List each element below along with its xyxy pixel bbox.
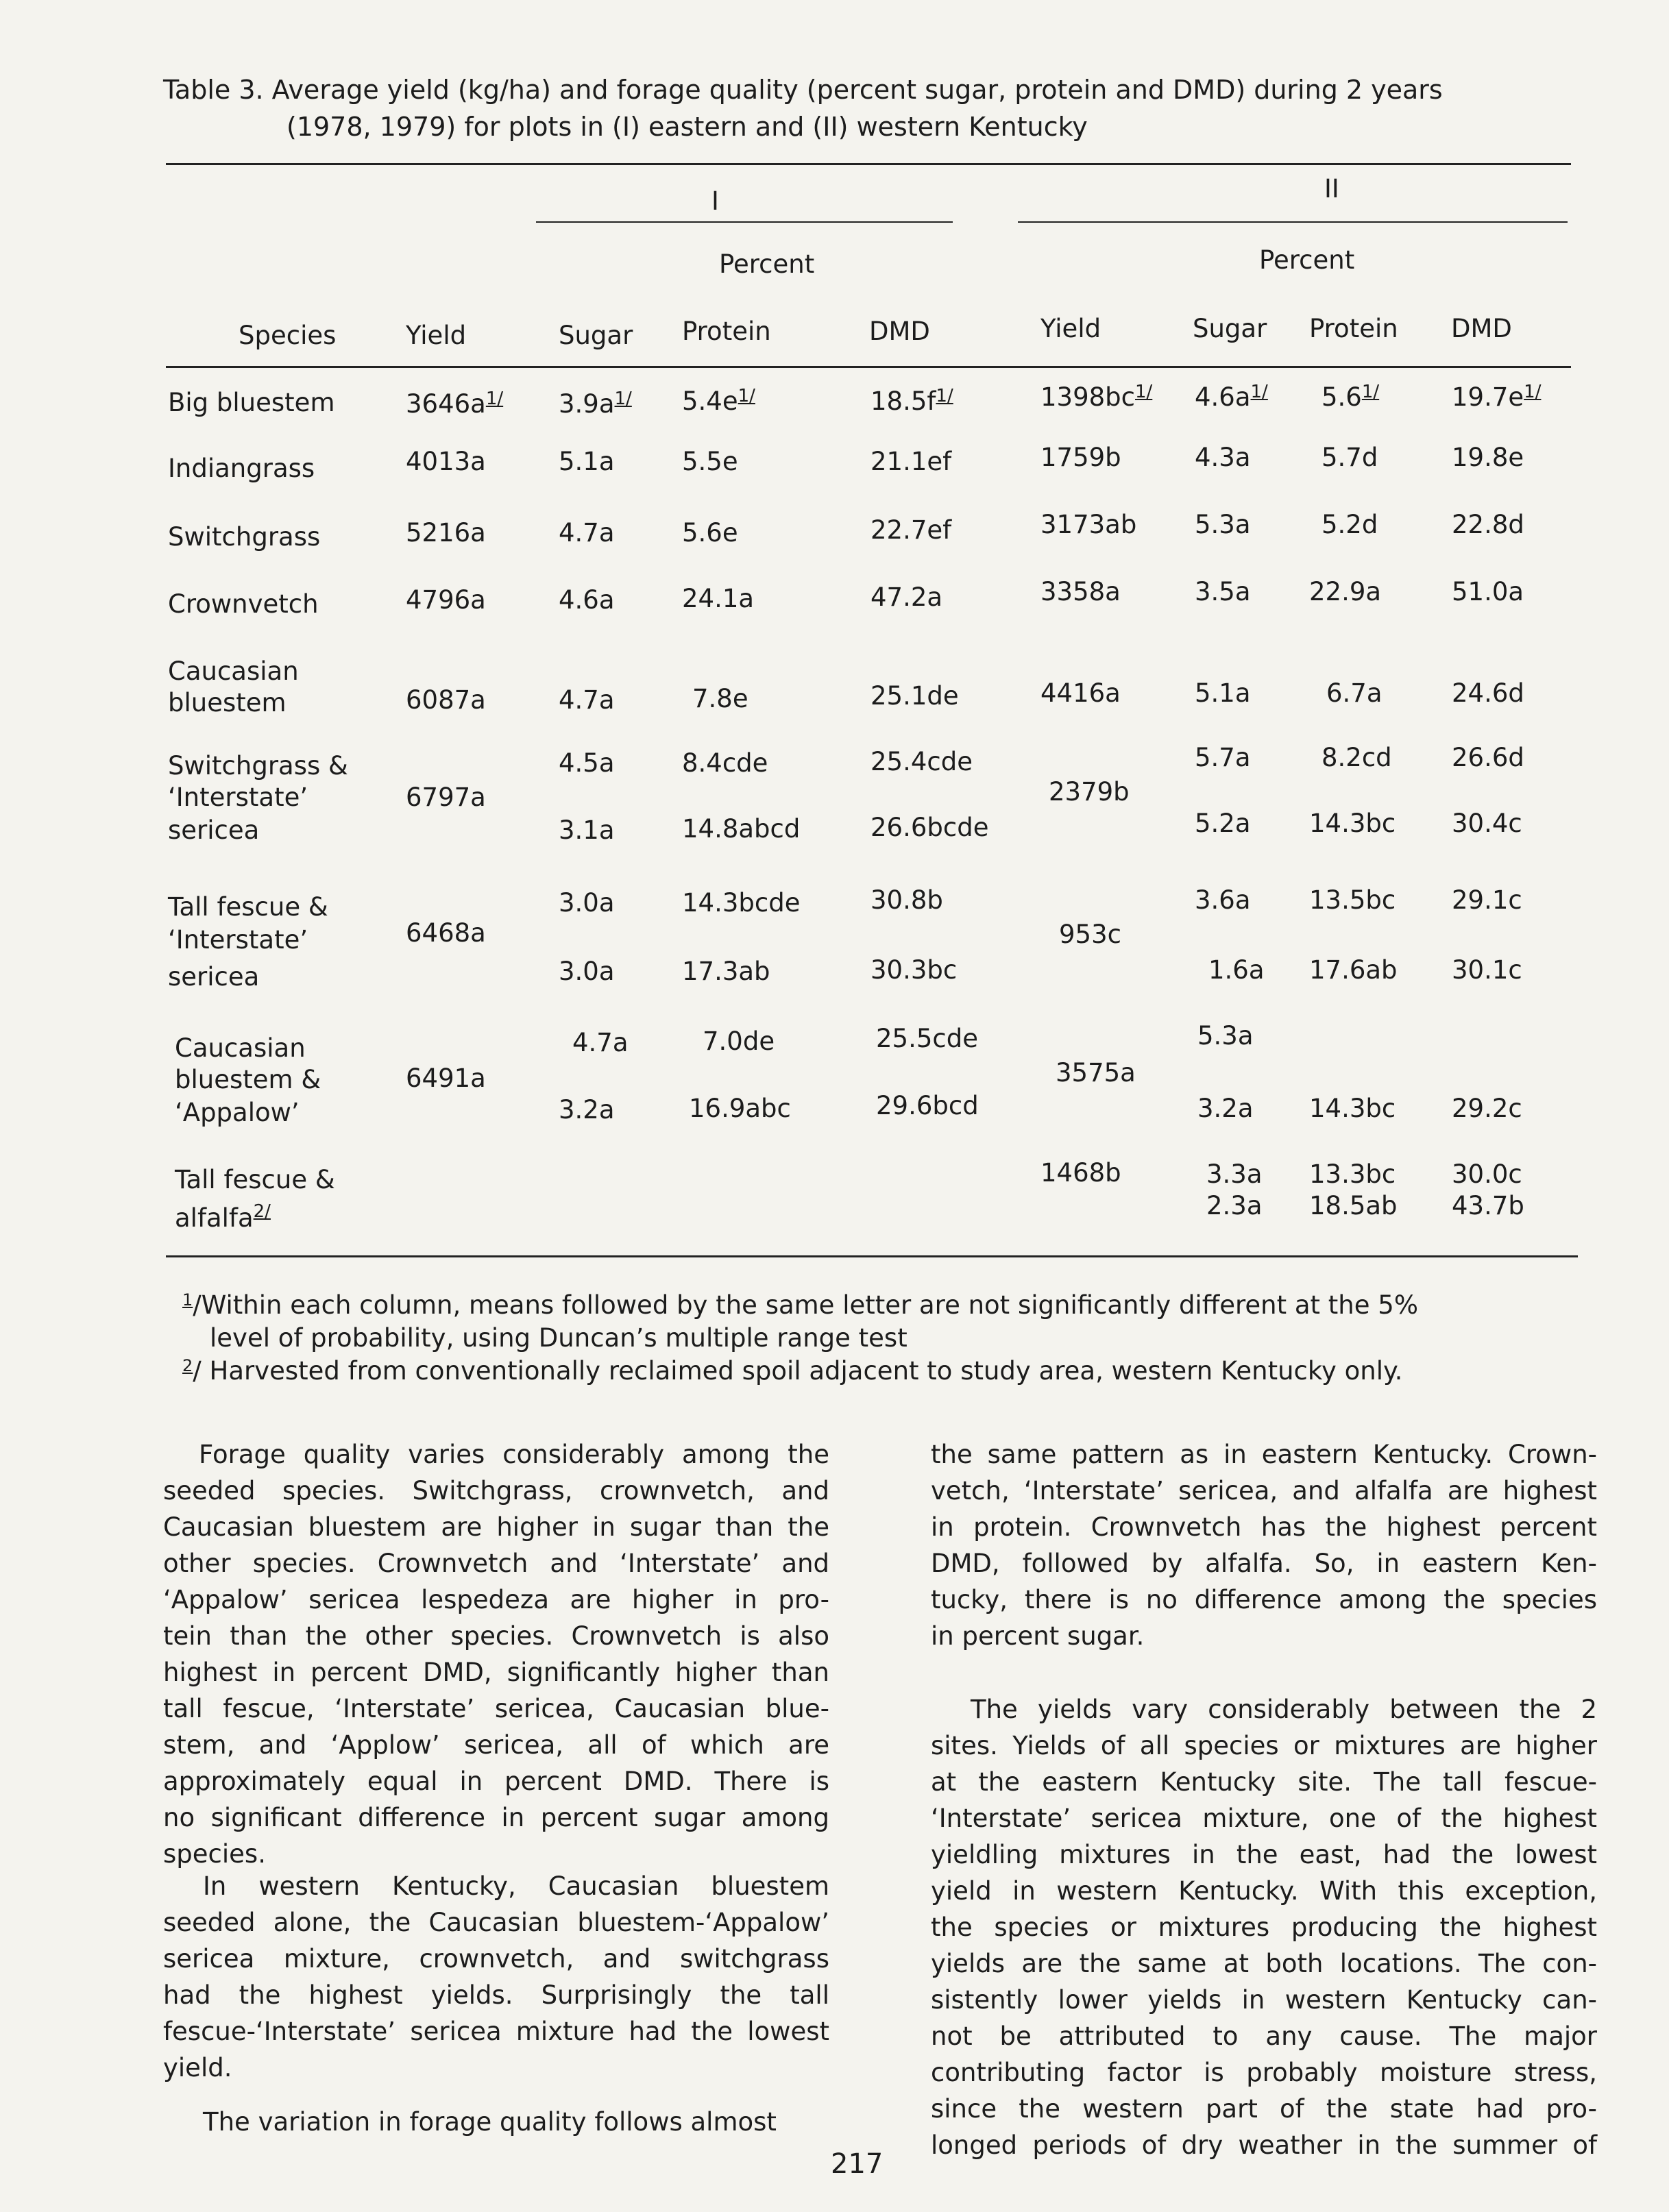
- yield-I-cell: 4013a: [406, 447, 486, 476]
- col-header-yield-I: Yield: [406, 321, 467, 350]
- yield-II-cell: 3358a: [1040, 577, 1121, 606]
- sugar-I-cell: 3.2a: [559, 1095, 615, 1125]
- dmd-I-cell: 25.4cde: [870, 747, 973, 776]
- sugar-I-cell: 4.7a: [572, 1028, 629, 1057]
- text-line: the same pattern as in eastern Kentucky. Crown-: [931, 1440, 1597, 1469]
- text-line: The yields vary considerably between the 2: [971, 1695, 1597, 1724]
- species-name: Switchgrass &: [168, 751, 348, 781]
- text-line: The variation in forage quality follows almost: [203, 2107, 777, 2137]
- species-name: ‘Appalow’: [175, 1098, 300, 1127]
- species-name: Caucasian: [175, 1033, 306, 1063]
- sugar-II-cell: 5.3a: [1197, 1021, 1254, 1050]
- text-line: sistently lower yields in western Kentucky can-: [931, 1985, 1597, 2015]
- species-name: sericea: [168, 815, 260, 845]
- protein-I-cell: 14.3bcde: [682, 888, 801, 918]
- protein-I-cell: 5.6e: [682, 518, 738, 548]
- yield-II-cell: 1398bc$^{1/}$: [1040, 382, 1153, 412]
- sugar-I-cell: 4.5a: [559, 748, 615, 778]
- yield-I-cell: 6087a: [406, 685, 486, 715]
- text-line: DMD, followed by alfalfa. So, in eastern Ken-: [931, 1549, 1597, 1578]
- text-line: stem, and ‘Applow’ sericea, all of which are: [163, 1730, 829, 1760]
- sugar-I-cell: 3.1a: [559, 815, 615, 845]
- col-header-sugar-II: Sugar: [1193, 314, 1267, 343]
- sugar-II-cell: 4.3a: [1195, 443, 1251, 472]
- dmd-II-cell: 51.0a: [1452, 577, 1524, 606]
- dmd-II-cell: 19.8e: [1452, 443, 1524, 472]
- text-line: yield.: [163, 2053, 232, 2082]
- footnote-2-mark: 2: [182, 1356, 193, 1375]
- yield-I-cell: 6797a: [406, 783, 486, 812]
- left-paragraph-2: [163, 1868, 829, 2086]
- footnote-ref: 1/: [738, 386, 755, 406]
- text-line: at the eastern Kentucky site. The tall fescue-: [931, 1767, 1597, 1797]
- protein-I-cell: 5.4e$^{1/}$: [682, 386, 755, 416]
- table-top-rule: [166, 163, 1571, 165]
- percent-label-II: Percent: [1259, 245, 1355, 275]
- percent-label-I: Percent: [719, 249, 815, 279]
- text-line: tucky, there is no difference among the species: [931, 1585, 1597, 1614]
- protein-II-cell: 5.6$^{1/}$: [1321, 382, 1380, 412]
- species-name: Tall fescue &: [175, 1165, 335, 1194]
- dmd-II-cell: 30.4c: [1452, 809, 1522, 838]
- dmd-II-cell: 29.1c: [1452, 885, 1522, 915]
- table-caption: [163, 71, 1575, 145]
- text-line: Forage quality varies considerably among the: [199, 1440, 829, 1469]
- footnote-1-mark: 1: [182, 1290, 193, 1310]
- text-line: tall fescue, ‘Interstate’ sericea, Caucasian blue-: [163, 1694, 829, 1723]
- text-line: yieldling mixtures in the east, had the lowest: [931, 1840, 1597, 1869]
- protein-II-cell: 5.7d: [1321, 443, 1378, 472]
- species-name: Indiangrass: [168, 454, 315, 483]
- protein-I-cell: 5.5e: [682, 447, 738, 476]
- species-name: Caucasian: [168, 656, 299, 686]
- protein-II-cell: 13.3bc: [1309, 1159, 1396, 1189]
- sugar-II-cell: 5.1a: [1195, 678, 1251, 708]
- protein-II-cell: 17.6ab: [1309, 955, 1398, 985]
- species-name: sericea: [168, 962, 260, 992]
- species-name-alfalfa: alfalfa$^{2/}$: [175, 1201, 271, 1233]
- dmd-I-cell: 47.2a: [870, 582, 943, 612]
- footnote-1-cont: level of probability, using Duncan’s multiple range test: [210, 1323, 907, 1353]
- table-bottom-rule: [166, 1255, 1578, 1257]
- text-line: had the highest yields. Surprisingly the tall: [163, 1980, 829, 2010]
- protein-I-cell: 8.4cde: [682, 748, 768, 778]
- dmd-I-cell: 25.5cde: [876, 1024, 978, 1053]
- sugar-II-cell: 3.2a: [1197, 1094, 1254, 1123]
- text-line: other species. Crownvetch and ‘Interstate’ and: [163, 1549, 829, 1578]
- dmd-II-cell: 29.2c: [1452, 1094, 1522, 1123]
- sugar-II-cell: 3.5a: [1195, 577, 1251, 606]
- text-line: longed periods of dry weather in the summer of: [931, 2130, 1597, 2160]
- group-I-rule: [536, 221, 953, 223]
- protein-II-cell: 14.3bc: [1309, 1094, 1396, 1123]
- left-paragraph-1: [163, 1436, 829, 1872]
- dmd-II-cell: 19.7e$^{1/}$: [1452, 382, 1542, 412]
- sugar-I-cell: 3.9a$^{1/}$: [559, 389, 632, 419]
- text-line: the species or mixtures producing the highest: [931, 1913, 1597, 1942]
- sugar-II-cell: 1.6a: [1208, 955, 1265, 985]
- dmd-I-cell: 30.3bc: [870, 955, 958, 985]
- col-header-protein-II: Protein: [1309, 314, 1398, 343]
- dmd-II-cell: 24.6d: [1452, 678, 1524, 708]
- text-line: ‘Appalow’ sericea lespedeza are higher in pro-: [163, 1585, 829, 1614]
- protein-II-cell: 18.5ab: [1309, 1191, 1398, 1220]
- group-II-label: II: [1324, 174, 1339, 204]
- footnote-1: $^1$/Within each column, means followed by the same letter are not significantly different at the 5%: [182, 1290, 1418, 1320]
- header-bottom-rule: [166, 366, 1571, 368]
- species-name: Big bluestem: [168, 388, 335, 417]
- protein-II-cell: 6.7a: [1326, 678, 1382, 708]
- right-paragraph-1: [931, 1436, 1597, 1654]
- yield-I-cell: 5216a: [406, 518, 486, 548]
- footnote-ref: 1/: [1135, 382, 1153, 402]
- sugar-II-cell: 4.6a$^{1/}$: [1195, 382, 1268, 412]
- text-line: fescue-‘Interstate’ sericea mixture had the lowest: [163, 2017, 829, 2046]
- sugar-I-cell: 4.7a: [559, 518, 615, 548]
- text-line: since the western part of the state had pro-: [931, 2094, 1597, 2124]
- species-name: bluestem: [168, 688, 287, 717]
- yield-I-cell: 6468a: [406, 918, 486, 948]
- text-line: contributing factor is probably moisture stress,: [931, 2058, 1597, 2087]
- dmd-I-cell: 22.7ef: [870, 515, 952, 545]
- footnote-ref: 1/: [485, 389, 504, 409]
- footnote-ref: 1/: [1361, 382, 1380, 402]
- text-line: Caucasian bluestem are higher in sugar than the: [163, 1512, 829, 1542]
- species-name: ‘Interstate’: [168, 925, 308, 955]
- protein-I-cell: 14.8abcd: [682, 814, 801, 844]
- yield-I-cell: 6491a: [406, 1064, 486, 1093]
- text-line: sericea mixture, crownvetch, and switchgrass: [163, 1944, 829, 1974]
- text-line: no significant difference in percent sugar among: [163, 1803, 829, 1832]
- footnote-ref: 1/: [1524, 382, 1542, 402]
- sugar-II-cell: 5.2a: [1195, 809, 1251, 838]
- protein-I-cell: 24.1a: [682, 584, 755, 613]
- text-line: not be attributed to any cause. The major: [931, 2021, 1597, 2051]
- protein-I-cell: 16.9abc: [689, 1094, 791, 1123]
- sugar-II-cell: 2.3a: [1206, 1191, 1263, 1220]
- text-line: in percent sugar.: [931, 1621, 1145, 1651]
- text-line: highest in percent DMD, significantly higher than: [163, 1658, 829, 1687]
- yield-I-cell: 3646a$^{1/}$: [406, 389, 504, 419]
- text-line: yields are the same at both locations. The con-: [931, 1949, 1597, 1978]
- species-name: ‘Interstate’: [168, 783, 308, 812]
- col-header-sugar-I: Sugar: [559, 321, 633, 350]
- protein-II-cell: 5.2d: [1321, 510, 1378, 539]
- footnote-ref: 2/: [253, 1201, 271, 1222]
- col-header-protein-I: Protein: [682, 317, 771, 346]
- sugar-I-cell: 4.7a: [559, 685, 615, 715]
- dmd-I-cell: 21.1ef: [870, 447, 952, 476]
- footnote-ref: 1/: [1250, 382, 1268, 402]
- species-name: Tall fescue &: [168, 892, 328, 922]
- sugar-I-cell: 4.6a: [559, 585, 615, 615]
- left-paragraph-3: [163, 2104, 829, 2140]
- text-line: vetch, ‘Interstate’ sericea, and alfalfa are highest: [931, 1476, 1597, 1506]
- yield-II-cell: 1468b: [1040, 1158, 1121, 1188]
- yield-II-cell: 953c: [1059, 920, 1121, 949]
- text-line: seeded species. Switchgrass, crownvetch, and: [163, 1476, 829, 1506]
- yield-I-cell: 4796a: [406, 585, 486, 615]
- text-line: species.: [163, 1839, 266, 1869]
- footnote-ref: 1/: [614, 389, 632, 409]
- dmd-I-cell: 26.6bcde: [870, 813, 989, 842]
- caption-line-2: (1978, 1979) for plots in (I) eastern and (II) western Kentucky: [287, 112, 1088, 142]
- dmd-I-cell: 18.5f$^{1/}$: [870, 386, 953, 416]
- protein-II-cell: 14.3bc: [1309, 809, 1396, 838]
- species-name: Switchgrass: [168, 522, 321, 552]
- yield-II-cell: 1759b: [1040, 443, 1121, 472]
- protein-I-cell: 7.8e: [692, 684, 748, 713]
- protein-II-cell: 8.2cd: [1321, 743, 1392, 772]
- text-line: in protein. Crownvetch has the highest percent: [931, 1512, 1597, 1542]
- text-line: sites. Yields of all species or mixtures are higher: [931, 1731, 1597, 1760]
- dmd-II-cell: 22.8d: [1452, 510, 1524, 539]
- col-header-dmd-II: DMD: [1451, 314, 1512, 343]
- group-II-rule: [1018, 221, 1568, 223]
- protein-I-cell: 17.3ab: [682, 957, 770, 986]
- page-number: 217: [831, 2148, 884, 2180]
- text-line: ‘Interstate’ sericea mixture, one of the highest: [931, 1804, 1597, 1833]
- caption-line-1: Table 3. Average yield (kg/ha) and forage quality (percent sugar, protein and DMD) during 2 years: [163, 75, 1443, 105]
- sugar-I-cell: 3.0a: [559, 957, 615, 986]
- text-line: seeded alone, the Caucasian bluestem-‘Appalow’: [163, 1908, 829, 1937]
- protein-I-cell: 7.0de: [703, 1027, 775, 1056]
- dmd-I-cell: 30.8b: [870, 885, 943, 915]
- protein-II-cell: 22.9a: [1309, 577, 1382, 606]
- sugar-II-cell: 3.6a: [1195, 885, 1251, 915]
- dmd-I-cell: 25.1de: [870, 681, 959, 711]
- dmd-I-cell: 29.6bcd: [876, 1091, 979, 1120]
- yield-II-cell: 4416a: [1040, 678, 1121, 708]
- yield-II-cell: 2379b: [1049, 777, 1130, 807]
- footnote-ref: 1/: [936, 386, 953, 406]
- dmd-II-cell: 30.1c: [1452, 955, 1522, 985]
- group-I-label: I: [711, 186, 719, 216]
- col-header-dmd-I: DMD: [869, 317, 930, 346]
- yield-II-cell: 3575a: [1056, 1058, 1136, 1087]
- dmd-II-cell: 26.6d: [1452, 743, 1524, 772]
- dmd-II-cell: 30.0c: [1452, 1159, 1522, 1189]
- text-line: tein than the other species. Crownvetch is also: [163, 1621, 829, 1651]
- col-header-yield-II: Yield: [1040, 314, 1101, 343]
- right-paragraph-2: [931, 1691, 1597, 2163]
- text-line: approximately equal in percent DMD. There is: [163, 1767, 829, 1796]
- sugar-I-cell: 5.1a: [559, 447, 615, 476]
- species-name: Crownvetch: [168, 589, 319, 619]
- dmd-II-cell: 43.7b: [1452, 1191, 1524, 1220]
- yield-II-cell: 3173ab: [1040, 510, 1137, 539]
- species-name: bluestem &: [175, 1065, 321, 1094]
- sugar-II-cell: 5.7a: [1195, 743, 1251, 772]
- footnote-2: $^2$/ Harvested from conventionally reclaimed spoil adjacent to study area, western Kentucky only.: [182, 1356, 1403, 1386]
- protein-II-cell: 13.5bc: [1309, 885, 1396, 915]
- text-line: yield in western Kentucky. With this exception,: [931, 1876, 1597, 1906]
- sugar-II-cell: 5.3a: [1195, 510, 1251, 539]
- sugar-II-cell: 3.3a: [1206, 1159, 1263, 1189]
- text-line: In western Kentucky, Caucasian bluestem: [203, 1871, 829, 1901]
- col-header-species: Species: [239, 321, 337, 350]
- sugar-I-cell: 3.0a: [559, 888, 615, 918]
